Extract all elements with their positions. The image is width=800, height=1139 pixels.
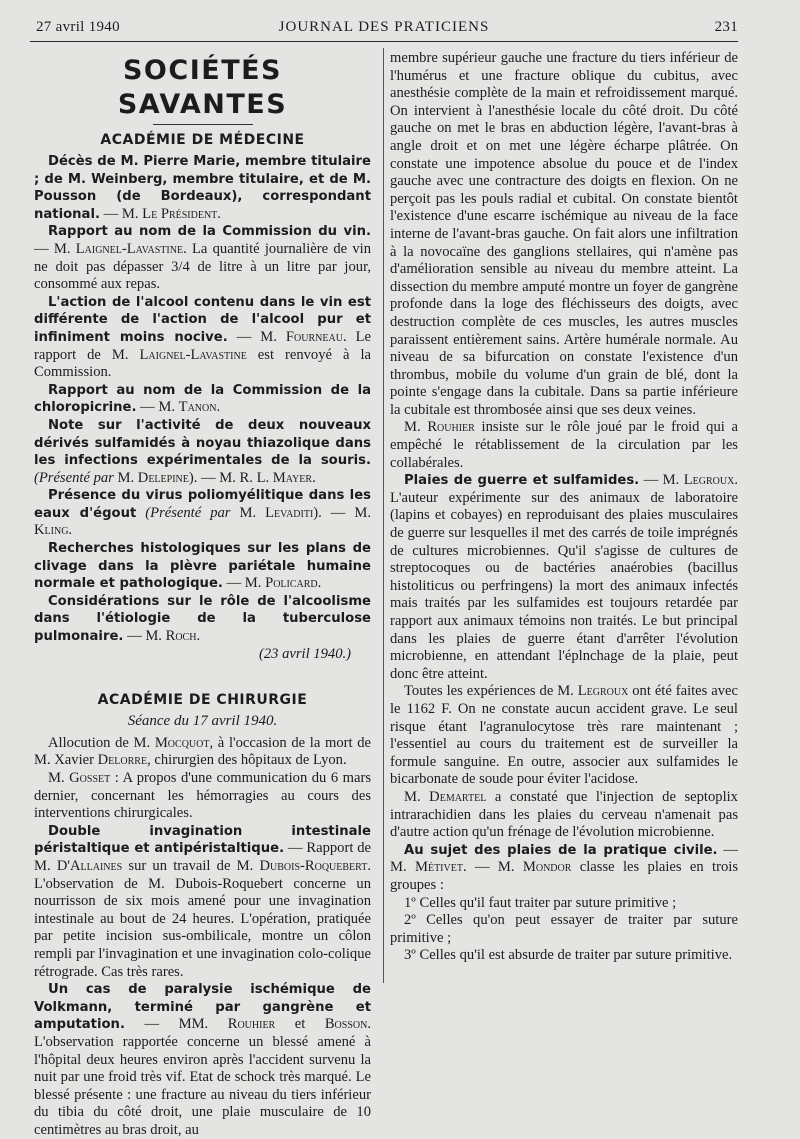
paragraph: Un cas de paralysie ischémique de Volkmann, terminé par gangrène et amputation. — MM. Rouhier et Bosson. L'observation rapportée concerne un blessé amené à l'hôpital deux heures environ après l'accident survenu la nuit par une froid très vif. Etat de schock très marqué. Le blessé présente : une fracture au niveau du tiers inférieur du tibia du côté droit, une plaie musculaire de 10 centimètres au bras droit, au	[34, 982, 371, 1138]
left-column	[34, 50, 371, 1139]
paragraph: Au sujet des plaies de la pratique civile. — M. Métivet. — M. Mondor classe les plaies en trois groupes :	[390, 841, 738, 893]
paragraph: Rapport au nom de la Commission de la chloropicrine. — M. Tanon.	[34, 382, 371, 416]
page-title: SOCIÉTÉS SAVANTES	[117, 55, 288, 120]
session-subtitle: Séance du 17 avril 1940.	[127, 713, 278, 730]
paragraph: Recherches histologiques sur les plans de clivage dans la plèvre pariétale humaine normale et pathologique. — M. Policard.	[34, 541, 371, 592]
paragraph: L'action de l'alcool contenu dans le vin est différente de l'action de l'alcool pur et infiniment moins nocive. — M. Fourneau. Le rapport de M. Laignel-Lavastine est renvoyé à la Commission.	[34, 294, 371, 381]
paragraph: Note sur l'activité de deux nouveaux dérivés sulfamidés à noyau thiazolique dans les infections expérimentales de la souris. (Présenté par M. Delepine). — M. R. L. Mayer.	[34, 417, 371, 486]
paragraph: membre supérieur gauche une fracture du tiers inférieur de l'humérus et une fracture oblique du cubitus, avec anesthésie complète de la main et refroidissement marqué. On intervient à l'anesthésie locale du côté droit. Du côté gauche on met le bras en abduction légère, l'avant-bras à angle droit et on met une légère écharpe plâtrée. On constate une impotence absolue du pouce et de l'index gauche avec une contracture des doigts en flexion. On ne perçoit pas les pouls radial et cubital. On constate bientôt l'existence d'une escarre ischémique au niveau de la face interne de l'avant-bras gauche. On fait alors une infiltration à la novocaïne des ganglions stellaires, qui n'amène pas d'amélioration sensible au niveau du membre atteint. La dissection du membre amputé montre un foyer de gangrène profonde dans la loge des fléchisseurs des doigts, avec destruction complète de ces muscles, les autres muscles paraissent entièrement sains. Artère humérale normale. Au niveau de sa bifurcation on constate l'existence d'un thrombus, mobile du volume d'un grain de blé, dont la pointe s'engage dans la cubitale. Dans sa partie inférieure la cubitale est thrombosée ainsi que ses deux veines.	[390, 50, 738, 418]
session-date: (23 avril 1940.)	[258, 645, 351, 662]
issue-date: 27 avril 1940	[36, 19, 120, 35]
paragraph: Allocution de M. Mocquot, à l'occasion de la mort de M. Xavier Delorre, chirurgien des hôpitaux de Lyon.	[34, 734, 371, 769]
list-item: 3º Celles qu'il est absurde de traiter par suture primitive.	[404, 947, 733, 964]
paragraph: Rapport au nom de la Commission du vin. — M. Laignel-Lavastine. La quantité journalière de vin ne doit pas dépasser 3/4 de litre à un litre par jour, consommé aux repas.	[34, 224, 372, 293]
paragraph: Toutes les expériences de M. Legroux ont été faites avec le 1162 F. On ne constate aucun accident grave. Le seul risque étant l'agranulocytose très rare maintenant ; l'essentiel au cours du traitement est de surveiller la formule sanguine. En outre, associer aux sulfamides le bicarbonate de soude pour éviter l'acidose.	[390, 683, 738, 788]
paragraph: Considérations sur le rôle de l'alcoolisme dans l'étiologie de la tuberculose pulmonaire. — M. Roch.	[34, 593, 371, 645]
paragraph: M. Rouhier insiste sur le rôle joué par le froid qui a empêché le rétablissement de la circulation par les collabérales.	[390, 419, 738, 471]
paragraph: Double invagination intestinale péristaltique et antipéristaltique. — Rapport de M. D'Allaines sur un travail de M. Dubois-Roquebert. L'observation de M. Dubois-Roquebert concerne un nourrisson de six mois amené pour une invagination intestinale au bout de 24 heures. L'opération, pratiquée par petite incision sus-ombilicale, montre un côlon rempli par l'invagination et une invagination colo-colique rétrograde. Cas très rares.	[34, 823, 371, 980]
journal-title: JOURNAL DES PRATICIENS	[278, 19, 490, 35]
section-title-medecine: ACADÉMIE DE MÉDECINE	[100, 132, 305, 148]
page-number: 231	[714, 19, 738, 35]
paragraph: Présence du virus poliomyélitique dans les eaux d'égout (Présenté par M. Levaditi). — M. Kling.	[34, 488, 371, 539]
header-rule	[30, 41, 738, 42]
page-header	[30, 16, 738, 42]
right-column	[390, 50, 738, 965]
list-item: 2º Celles qu'on peut essayer de traiter par suture primitive ;	[390, 912, 738, 946]
list-item: 1º Celles qu'il faut traiter par suture primitive ;	[404, 894, 677, 911]
paragraph: Plaies de guerre et sulfamides. — M. Legroux. L'auteur expérimente sur des animaux de laboratoire (lapins et cobayes) en reproduisant des plaies musculaires de guerre sur lesquelles il met des carrés de toile imprégnés de cultures microbiennes. Qu'il s'agisse de cultures de streptocoques ou de bactéries anaérobies (bacillus histoliticus ou perfringens) la mort des animaux infectés mais traités par les sulfamides est toujours retardée par rapport aux animaux témoins non traités. Le but principal dans les plaies de guerre étant d'arrêter l'évolution microbienne, en attendant l'éplnchage de la plaie, peut donc être atteint.	[390, 472, 738, 682]
paragraph: Décès de M. Pierre Marie, membre titulaire ; de M. Weinberg, membre titulaire, et de M. Pousson (de Bordeaux), correspondant national. — M. Le Président.	[34, 154, 371, 222]
column-divider	[383, 48, 384, 983]
paragraph: M. Demartel a constaté que l'injection de septoplix intrarachidien dans les plaies du cerveau n'amenait pas d'autre action qu'un frénage de l'évolution microbienne.	[390, 788, 738, 841]
paragraph: M. Gosset : A propos d'une communication du 6 mars dernier, concernant les hémorragies au cours des interventions chirurgicales.	[34, 770, 372, 822]
title-rule	[153, 124, 253, 125]
section-title-chirurgie: ACADÉMIE DE CHIRURGIE	[97, 692, 308, 709]
